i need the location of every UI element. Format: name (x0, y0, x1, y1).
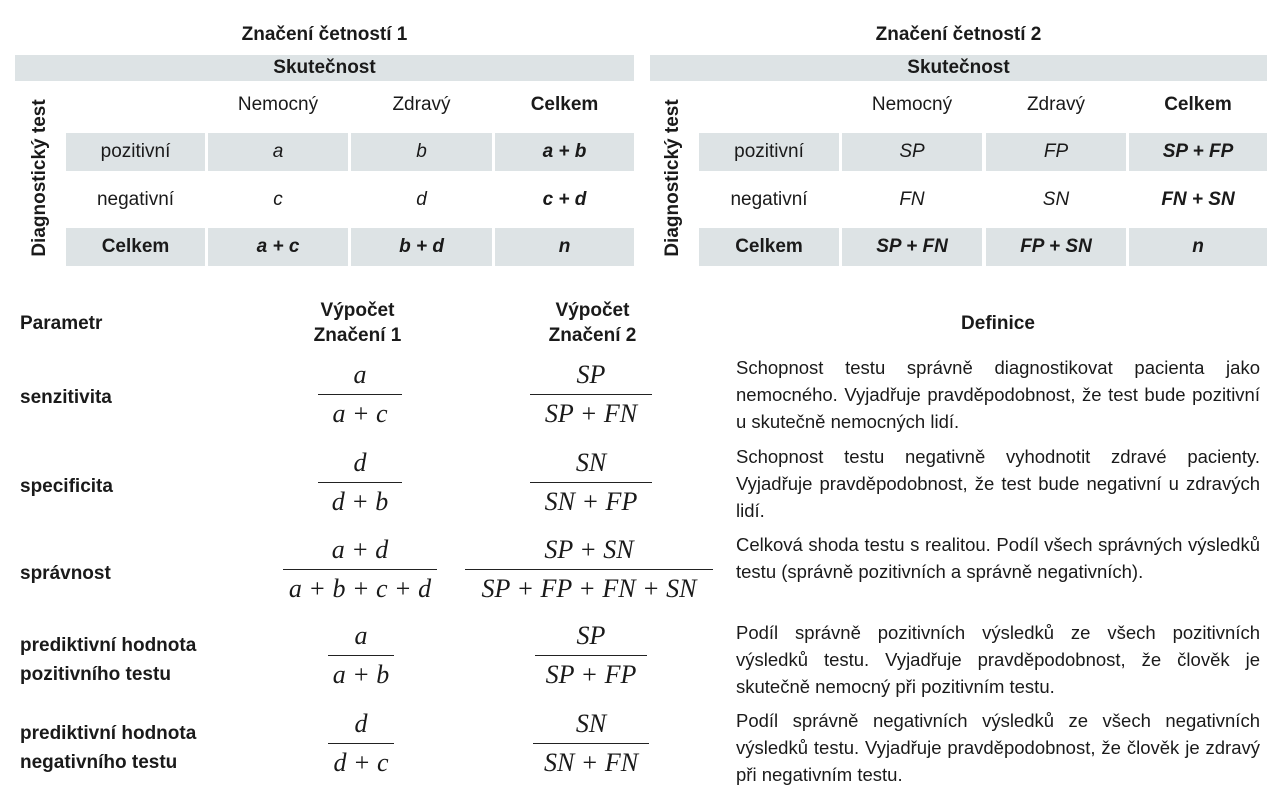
fraction-bar (465, 569, 713, 570)
fraction-bar (283, 569, 437, 570)
table2-cell: FN (899, 189, 925, 210)
formula-1 (328, 707, 394, 780)
table1-cell-total: c + d (542, 189, 587, 210)
header-calc1-line1: Výpočet (320, 300, 395, 321)
formula-denominator: SP + FP (545, 660, 637, 689)
formula-2 (535, 619, 647, 692)
table1-cell: c (273, 189, 283, 210)
fraction-bar (533, 743, 649, 744)
param-name-line2: negativního testu (20, 752, 178, 773)
formula-2 (533, 707, 649, 780)
table2-cell-total: FP + SN (986, 228, 1126, 266)
table1-cell-total: a + b (495, 133, 634, 171)
formula-numerator: a + d (331, 535, 389, 564)
table1-cell-total: a + c (208, 228, 348, 266)
table2-cell-total: SP + FP (1129, 133, 1267, 171)
table2-cell-total: FN + SN (1161, 189, 1235, 210)
table1-cell: b (351, 133, 492, 171)
formula-denominator: a + b (332, 660, 390, 689)
formula-denominator: SP + FN (544, 399, 638, 428)
formula-numerator: d (353, 448, 367, 477)
table1-row-label-total: Celkem (66, 228, 205, 266)
table1-header-zdravy: Zdravý (392, 94, 451, 115)
header-calc1-line2: Značení 1 (313, 325, 402, 346)
formula-denominator: d + c (333, 748, 389, 777)
formula-denominator: SN + FN (543, 748, 639, 777)
formula-denominator: d + b (331, 487, 389, 516)
table1-cell-total: b + d (351, 228, 492, 266)
table1-row-label-negative: negativní (96, 189, 175, 210)
table2-header-zdravy: Zdravý (1026, 94, 1086, 115)
formula-numerator: a (354, 621, 368, 650)
formula-1 (328, 619, 394, 692)
fraction-bar (328, 743, 394, 744)
formula-2 (530, 358, 652, 431)
table1-header-celkem: Celkem (530, 94, 599, 115)
table1-row-label-positive: pozitivní (66, 133, 205, 171)
table1-cell-grand-total: n (495, 228, 634, 266)
formula-numerator: SN (575, 709, 607, 738)
param-definition: Schopnost testu negativně vyhodnotit zdravé pacienty. Vyjadřuje pravděpodobnost, že test bude negativní u zdravých lidí. (736, 446, 1260, 521)
param-definition: Podíl správně negativních výsledků ze všech negativních výsledků testu. Vyjadřuje pravděpodobnost, že člověk je zdravý při negativním testu. (736, 710, 1260, 785)
table2-row-label-positive: pozitivní (699, 133, 839, 171)
fraction-bar (318, 394, 402, 395)
formula-denominator: a + b + c + d (288, 574, 432, 603)
table1-row-axis: Diagnostický test (29, 99, 50, 257)
table2-row-axis: Diagnostický test (662, 99, 683, 257)
header-definice: Definice (961, 313, 1035, 334)
param-name: správnost (20, 563, 111, 584)
formula-numerator: d (354, 709, 368, 738)
formula-numerator: SP + SN (544, 535, 634, 564)
table2-cell: SN (1042, 189, 1070, 210)
table2-cell-grand-total: n (1129, 228, 1267, 266)
table2-row-label-negative: negativní (730, 189, 808, 210)
formula-denominator: a + c (332, 399, 388, 428)
table2-band: Skutečnost (650, 55, 1267, 81)
table2-row-label-total: Celkem (699, 228, 839, 266)
header-calc2-line2: Značení 2 (548, 325, 637, 346)
fraction-bar (530, 482, 652, 483)
table2-header-nemocny: Nemocný (871, 94, 953, 115)
table1-band: Skutečnost (15, 55, 634, 81)
fraction-bar (535, 655, 647, 656)
param-definition: Schopnost testu správně diagnostikovat pacienta jako nemocného. Vyjadřuje pravděpodobnost, že test bude pozitivní u skutečně nemocných lidí. (736, 357, 1260, 432)
table2-cell: FP (986, 133, 1126, 171)
param-name-line1: prediktivní hodnota (20, 723, 197, 744)
formula-numerator: a (353, 360, 367, 389)
formula-numerator: SP (576, 621, 606, 650)
param-name: senzitivita (20, 387, 112, 408)
formula-1 (318, 358, 402, 431)
table1-title: Značení četností 1 (241, 24, 408, 45)
header-calc2-line1: Výpočet (555, 300, 630, 321)
fraction-bar (530, 394, 652, 395)
formula-numerator: SN (575, 448, 607, 477)
formula-numerator: SP (576, 360, 606, 389)
formula-2 (530, 446, 652, 519)
param-definition: Podíl správně pozitivních výsledků ze všech pozitivních výsledků testu. Vyjadřuje pravděpodobnost, že člověk je skutečně nemocný při pozitivním testu. (736, 622, 1260, 697)
formula-denominator: SP + FP + FN + SN (481, 574, 697, 603)
formula-2 (465, 533, 713, 606)
table2-cell-total: SP + FN (842, 228, 982, 266)
table1-header-nemocny: Nemocný (237, 94, 319, 115)
table1-cell: d (416, 189, 427, 210)
param-name-line2: pozitivního testu (20, 664, 171, 685)
fraction-bar (328, 655, 394, 656)
formula-1 (318, 446, 402, 519)
param-name-line1: prediktivní hodnota (20, 635, 197, 656)
fraction-bar (318, 482, 402, 483)
param-name: specificita (20, 476, 113, 497)
formula-1 (283, 533, 437, 606)
param-definition: Celková shoda testu s realitou. Podíl všech správných výsledků testu (správně pozitivních a správně negativních). (736, 534, 1260, 582)
table1-cell: a (208, 133, 348, 171)
table2-title: Značení četností 2 (875, 24, 1042, 45)
header-parametr: Parametr (20, 313, 103, 334)
formula-denominator: SN + FP (544, 487, 638, 516)
table2-header-celkem: Celkem (1164, 94, 1232, 115)
table2-cell: SP (842, 133, 982, 171)
